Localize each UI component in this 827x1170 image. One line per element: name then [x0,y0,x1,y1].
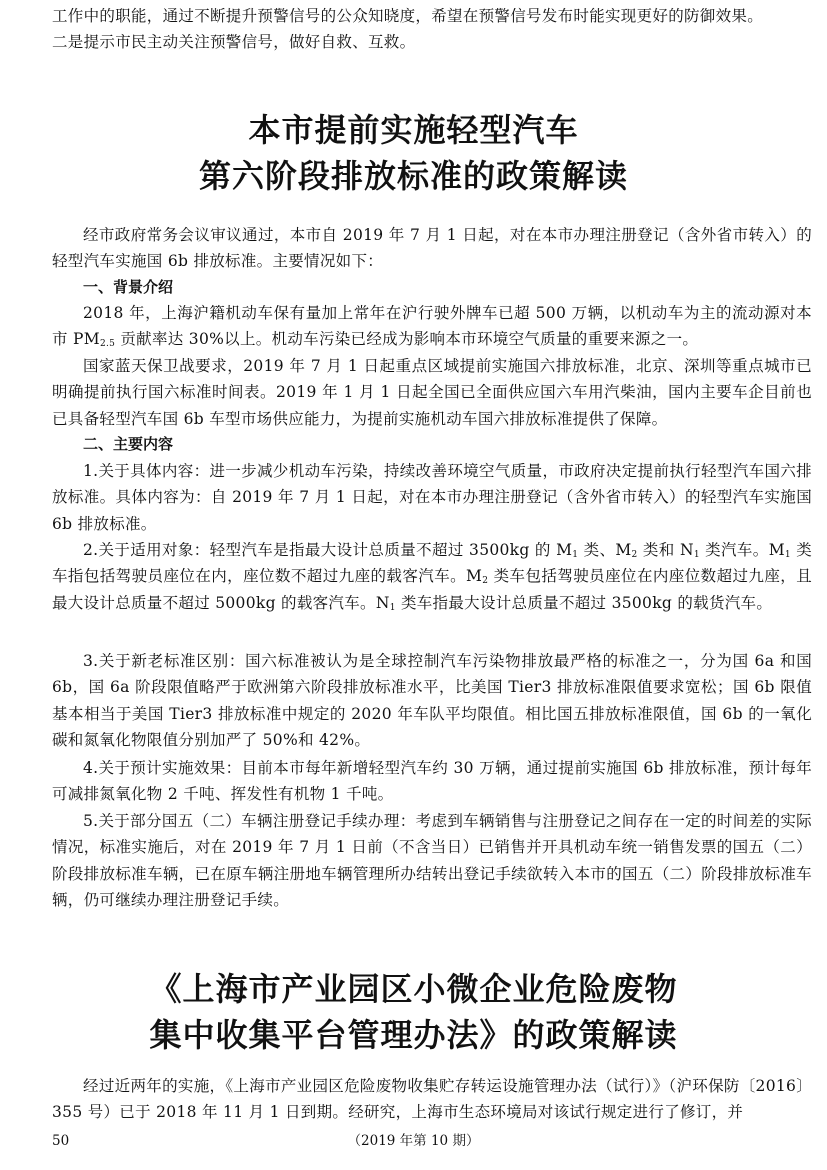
section-heading-main-content: 二、主要内容 [83,435,174,453]
article1-title [0,107,827,199]
content-item-2: 2.关于适用对象：轻型汽车是指最大设计总质量不超过 3500kg 的 $M_1$ 类、$M_2$ 类和 $N_1$ 类汽车。$M_1$ 类车指包括驾驶员座位在内，座位数不超过九座的载客汽车。$M_2$ 类车包括驾驶员座位在内座位数超过九座，且最大设计总质量不超过 5000kg 的载客汽车。$N_1$ 类车指最大设计总质量不超过 3500kg 的载货汽车。 [52,541,813,613]
issue-label: （2019 年第 10 期） [347,1133,480,1149]
article2-title [0,966,827,1058]
article1-lead: 经市政府常务会议审议通过，本市自 2019 年 7 月 1 日起，对在本市办理注册登记（含外省市转入）的轻型汽车实施国 6b 排放标准。主要情况如下： [52,226,812,271]
article2-title-line-1: 《上海市产业园区小微企业危险废物 [149,970,678,1008]
intro-line-1: 工作中的职能，通过不断提升预警信号的公众知晓度，希望在预警信号发布时能实现更好的防御效果。 [52,7,764,25]
page-number: 50 [52,1133,70,1149]
content-item-5: 5.关于部分国五（二）车辆注册登记手续办理：考虑到车辆销售与注册登记之间存在一定的时间差的实际情况，标准实施后，对在 2019 年 7 月 1 日前（不含当日）已销售并开具机动车统一销售发票的国五（二）阶段排放标准车辆，已在原车辆注册地车辆管理所办结转出登记手续欲转入本市的国五（二）阶段排放标准车辆，仍可继续办理注册登记手续。 [52,812,812,910]
intro-paragraph [52,3,812,56]
section-heading-background: 一、背景介绍 [83,278,174,296]
article2-lead: 经过近两年的实施，《上海市产业园区危险废物收集贮存转运设施管理办法（试行）》（沪环保防〔2016〕355 号）已于 2018 年 11 月 1 日到期。经研究，上海市生态环境局对该试行规定进行了修订，并 [52,1077,812,1122]
article1-title-line-2: 第六阶段排放标准的政策解读 [198,157,628,195]
background-paragraph-2: 国家蓝天保卫战要求，2019 年 7 月 1 日起重点区域提前实施国六排放标准，北京、深圳等重点城市已明确提前执行国六标准时间表。2019 年 1 月 1 日起全国已全面供应国六车用汽柴油，国内主要车企目前也已具备轻型汽车国 6b 车型市场供应能力，为提前实施机动车国六排放标准提供了保障。 [52,357,812,428]
pm-subscript: 2.5 [99,339,116,350]
background-paragraph-1: 2018 年，上海沪籍机动车保有量加上常年在沪行驶外牌车已超 500 万辆，以机动车为主的流动源对本市 $PM_{2.5}$ 贡献率达 30%以上。机动车污染已经成为影响本市环境空气质量的重要来源之一。 [52,304,812,350]
article1-title-line-1: 本市提前实施轻型汽车 [248,111,579,149]
intro-line-2: 二是提示市民主动关注预警信号，做好自救、互救。 [52,33,416,52]
content-item-1: 1.关于具体内容：进一步减少机动车污染，持续改善环境空气质量，市政府决定提前执行轻型汽车国六排放标准。具体内容为：自 2019 年 7 月 1 日起，对在本市办理注册登记（含外省市转入）的轻型汽车实施国 6b 排放标准。 [52,462,812,533]
article2-title-line-2: 集中收集平台管理办法》的政策解读 [149,1016,678,1054]
content-item-4: 4.关于预计实施效果：目前本市每年新增轻型汽车约 30 万辆，通过提前实施国 6b 排放标准，预计每年可减排氮氧化物 2 千吨、挥发性有机物 1 千吨。 [52,759,812,804]
content-item-3: 3.关于新老标准区别：国六标准被认为是全球控制汽车污染物排放最严格的标准之一，分为国 6a 和国 6b，国 6a 阶段限值略严于欧洲第六阶段排放标准水平，比美国 Tier3 排放标准限值要求宽松；国 6b 限值基本相当于美国 Tier3 排放标准中规定的 2020 年车队平均限值。相比国五排放标准限值，国 6b 的一氧化碳和氮氧化物限值分别加严了 50%和 42%。 [52,652,812,750]
